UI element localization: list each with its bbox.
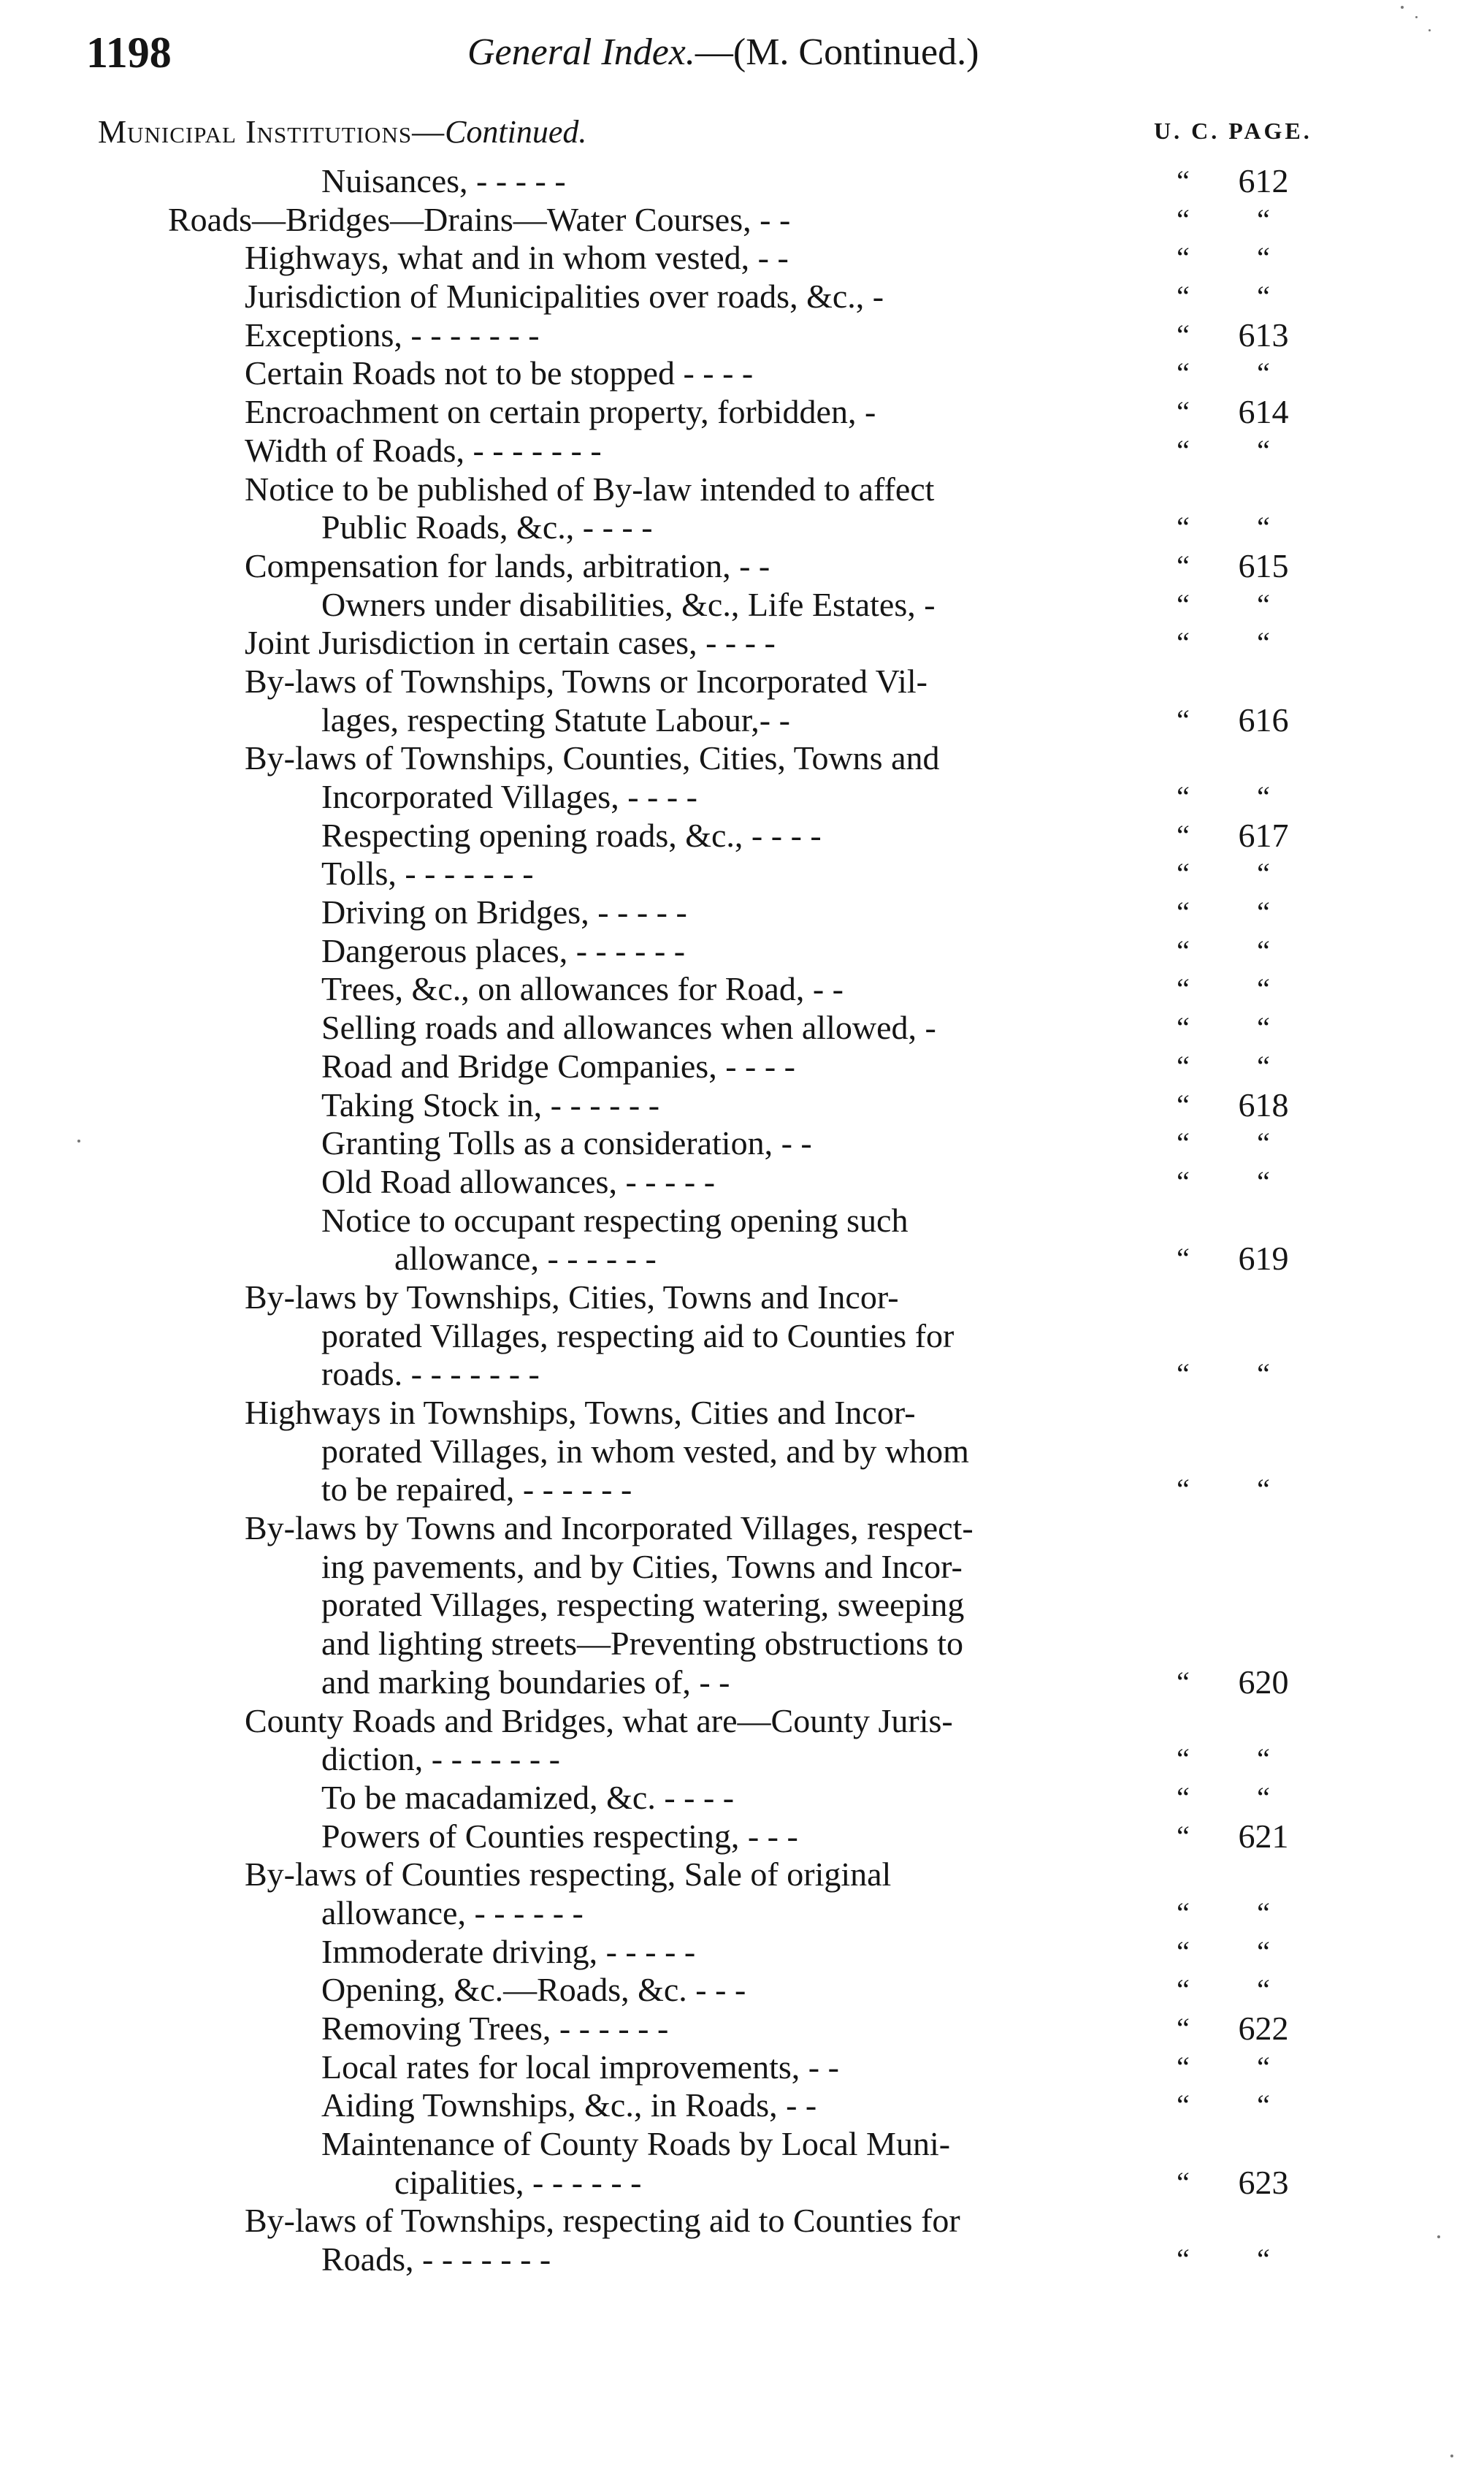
entry-uc-ditto: “	[1177, 626, 1190, 660]
entry-text: To be macadamized, &c. - - - -	[321, 1778, 735, 1816]
index-entry	[0, 701, 1484, 740]
entry-text: By-laws by Towns and Incorporated Villages, respect-	[245, 1509, 974, 1547]
index-entry	[0, 1740, 1484, 1779]
entry-uc-ditto: “	[1177, 241, 1190, 275]
entry-page: “	[1257, 1164, 1270, 1198]
entry-page: “	[1257, 2243, 1270, 2276]
index-entry	[0, 1124, 1484, 1163]
entry-text: Highways, what and in whom vested, - -	[245, 239, 789, 277]
entry-page: 612	[1238, 162, 1289, 199]
index-entry	[0, 432, 1484, 470]
entry-uc-ditto: “	[1177, 1819, 1190, 1853]
entry-text: porated Villages, respecting watering, sweeping	[321, 1586, 965, 1624]
entry-page: 619	[1238, 1240, 1289, 1278]
entry-page: “	[1257, 1126, 1270, 1160]
entry-text: and lighting streets—Preventing obstructions to	[321, 1625, 964, 1663]
index-entry	[0, 1048, 1484, 1086]
entry-uc-ditto: “	[1177, 395, 1190, 429]
entry-page: 617	[1238, 816, 1289, 854]
entry-text: By-laws of Townships, Towns or Incorporated Vil-	[245, 662, 928, 700]
index-entry	[0, 1855, 1484, 1894]
entry-uc-ditto: “	[1177, 1896, 1190, 1929]
paper-speck	[1401, 6, 1404, 9]
entry-text: Respecting opening roads, &c., - - - -	[321, 816, 822, 854]
index-entry	[0, 547, 1484, 586]
entry-text: County Roads and Bridges, what are—County Juris-	[245, 1701, 953, 1739]
entry-text: Public Roads, &c., - - - -	[321, 508, 653, 546]
entry-uc-ditto: “	[1177, 703, 1190, 736]
entry-text: Driving on Bridges, - - - - -	[321, 893, 687, 931]
entry-text: porated Villages, in whom vested, and by whom	[321, 1432, 969, 1470]
entry-page: “	[1257, 626, 1270, 660]
index-entry	[0, 1625, 1484, 1663]
page-header	[0, 28, 1484, 86]
index-entry	[0, 1471, 1484, 1509]
entry-text: ing pavements, and by Cities, Towns and Incor-	[321, 1547, 963, 1585]
entry-uc-ditto: “	[1177, 1934, 1190, 1968]
entry-page: 623	[1238, 2163, 1289, 2201]
entry-text: Local rates for local improvements, - -	[321, 2048, 839, 2086]
index-entry	[0, 1355, 1484, 1394]
entry-text: cipalities, - - - - - -	[394, 2163, 642, 2201]
entry-text: to be repaired, - - - - - -	[321, 1471, 632, 1509]
entry-text: Notice to be published of By-law intended to affect	[245, 470, 935, 508]
index-entry	[0, 663, 1484, 701]
entry-text: Trees, &c., on allowances for Road, - -	[321, 970, 844, 1008]
index-entry	[0, 2202, 1484, 2240]
running-head	[467, 31, 979, 74]
entry-uc-ditto: “	[1177, 934, 1190, 967]
index-entry	[0, 2048, 1484, 2087]
index-entry	[0, 1086, 1484, 1125]
entry-page: 622	[1238, 2010, 1289, 2047]
entry-uc-ditto: “	[1177, 1011, 1190, 1045]
entry-page: “	[1257, 1357, 1270, 1391]
entry-uc-ditto: “	[1177, 2050, 1190, 2083]
entry-page: 621	[1238, 1817, 1289, 1855]
entry-text: lages, respecting Statute Labour,- -	[321, 701, 790, 739]
entry-text: Roads—Bridges—Drains—Water Courses, - -	[168, 200, 791, 238]
index-entry	[0, 201, 1484, 240]
entry-text: Maintenance of County Roads by Local Muni-	[321, 2125, 951, 2163]
index-entry	[0, 239, 1484, 278]
entry-page: “	[1257, 356, 1270, 390]
entry-text: Incorporated Villages, - - - -	[321, 778, 697, 815]
entry-text: Powers of Counties respecting, - - -	[321, 1817, 798, 1855]
entry-text: Nuisances, - - - - -	[321, 162, 566, 199]
entry-page: “	[1257, 587, 1270, 621]
paper-speck	[1428, 29, 1431, 31]
entry-text: porated Villages, respecting aid to Counties for	[321, 1316, 955, 1354]
section-heading-row	[0, 113, 1484, 160]
index-entry	[0, 1818, 1484, 1856]
index-entry	[0, 354, 1484, 393]
entry-uc-ditto: “	[1177, 356, 1190, 390]
entry-text: Highways in Townships, Towns, Cities and Incor-	[245, 1394, 916, 1431]
entry-text: Notice to occupant respecting opening such	[321, 1201, 909, 1239]
index-entry	[0, 1433, 1484, 1471]
entry-text: diction, - - - - - - -	[321, 1740, 560, 1778]
entry-page: “	[1257, 1473, 1270, 1506]
entry-page: “	[1257, 1049, 1270, 1083]
entry-uc-ditto: “	[1177, 2165, 1190, 2199]
entry-text: Joint Jurisdiction in certain cases, - - - -	[245, 624, 776, 662]
index-entry	[0, 2164, 1484, 2202]
entry-page: “	[1257, 511, 1270, 544]
index-entry	[0, 1009, 1484, 1048]
entry-page: “	[1257, 2050, 1270, 2083]
entry-text: Roads, - - - - - - -	[321, 2240, 551, 2278]
entry-uc-ditto: “	[1177, 972, 1190, 1006]
entry-page: 615	[1238, 546, 1289, 584]
section-title-main: Municipal Institutions—	[98, 114, 445, 150]
index-entry	[0, 1317, 1484, 1356]
index-entry	[0, 1548, 1484, 1587]
index-entry	[0, 393, 1484, 432]
entry-uc-ditto: “	[1177, 818, 1190, 852]
entry-uc-ditto: “	[1177, 2089, 1190, 2122]
entry-text: roads. - - - - - - -	[321, 1355, 540, 1393]
entry-uc-ditto: “	[1177, 1164, 1190, 1198]
index-entry	[0, 932, 1484, 971]
index-entry	[0, 817, 1484, 855]
entry-text: Immoderate driving, - - - - -	[321, 1932, 696, 1970]
entry-page: “	[1257, 934, 1270, 967]
entry-page: “	[1257, 241, 1270, 275]
entry-uc-ditto: “	[1177, 1357, 1190, 1391]
index-entry	[0, 1894, 1484, 1933]
entry-page: “	[1257, 972, 1270, 1006]
entry-text: By-laws of Townships, Counties, Cities, Towns and	[245, 739, 940, 777]
entry-page: 618	[1238, 1086, 1289, 1124]
entry-uc-ditto: “	[1177, 1780, 1190, 1814]
entry-uc-ditto: “	[1177, 1049, 1190, 1083]
entry-uc-ditto: “	[1177, 896, 1190, 929]
entry-page: “	[1257, 1896, 1270, 1929]
index-entry	[0, 1933, 1484, 1972]
entry-page: “	[1257, 1934, 1270, 1968]
index-entry	[0, 1509, 1484, 1548]
entry-page: “	[1257, 896, 1270, 929]
entry-uc-ditto: “	[1177, 1242, 1190, 1275]
entry-uc-ditto: “	[1177, 1973, 1190, 2007]
entry-page: “	[1257, 1742, 1270, 1776]
entry-uc-ditto: “	[1177, 1742, 1190, 1776]
entry-page: 616	[1238, 701, 1289, 739]
section-title-continued: Continued.	[445, 114, 587, 150]
index-entry	[0, 2240, 1484, 2279]
entry-text: By-laws of Townships, respecting aid to Counties for	[245, 2202, 960, 2240]
entry-page: 613	[1238, 316, 1289, 354]
entry-text: Owners under disabilities, &c., Life Estates, -	[321, 585, 936, 623]
paper-speck	[1450, 2455, 1453, 2457]
entry-text: Road and Bridge Companies, - - - -	[321, 1047, 795, 1085]
index-entry	[0, 1779, 1484, 1818]
index-entry	[0, 316, 1484, 355]
entry-page: “	[1257, 433, 1270, 467]
entry-uc-ditto: “	[1177, 549, 1190, 582]
index-entry	[0, 1971, 1484, 2010]
entry-text: Granting Tolls as a consideration, - -	[321, 1124, 812, 1162]
entry-page: “	[1257, 280, 1270, 313]
entry-uc-ditto: “	[1177, 164, 1190, 197]
entry-uc-ditto: “	[1177, 857, 1190, 890]
entry-page: “	[1257, 1973, 1270, 2007]
entry-uc-ditto: “	[1177, 587, 1190, 621]
entry-text: Aiding Townships, &c., in Roads, - -	[321, 2086, 817, 2124]
entry-uc-ditto: “	[1177, 280, 1190, 313]
entry-text: Opening, &c.—Roads, &c. - - -	[321, 1971, 746, 2009]
entry-text: Old Road allowances, - - - - -	[321, 1162, 716, 1200]
entry-uc-ditto: “	[1177, 1665, 1190, 1698]
entry-text: and marking boundaries of, - -	[321, 1663, 730, 1701]
index-entry	[0, 586, 1484, 625]
entry-uc-ditto: “	[1177, 1473, 1190, 1506]
index-entry	[0, 855, 1484, 893]
entry-text: allowance, - - - - - -	[394, 1240, 657, 1278]
index-entry	[0, 2086, 1484, 2125]
entry-uc-ditto: “	[1177, 2012, 1190, 2045]
entry-text: Certain Roads not to be stopped - - - -	[245, 354, 754, 392]
index-entry	[0, 508, 1484, 547]
entry-text: Removing Trees, - - - - - -	[321, 2010, 669, 2047]
entry-text: By-laws by Townships, Cities, Towns and Incor-	[245, 1278, 899, 1316]
index-entry	[0, 470, 1484, 509]
column-heading: U. C. PAGE.	[1154, 118, 1312, 144]
entry-page: “	[1257, 780, 1270, 813]
paper-speck	[1415, 16, 1418, 18]
entry-uc-ditto: “	[1177, 1088, 1190, 1121]
entry-text: Taking Stock in, - - - - - -	[321, 1086, 660, 1124]
entry-text: Width of Roads, - - - - - - -	[245, 431, 602, 469]
entry-text: Tolls, - - - - - - -	[321, 855, 534, 893]
index-entry	[0, 893, 1484, 932]
index-entry	[0, 162, 1484, 201]
index-entry	[0, 278, 1484, 316]
index-entry	[0, 1394, 1484, 1433]
index-entries	[0, 162, 1484, 2279]
entry-page: “	[1257, 1011, 1270, 1045]
section-title	[98, 113, 586, 150]
index-entry	[0, 1202, 1484, 1240]
index-entry	[0, 1163, 1484, 1202]
index-entry	[0, 1240, 1484, 1278]
page-number: 1198	[86, 28, 172, 77]
entry-text: Exceptions, - - - - - - -	[245, 316, 540, 354]
entry-page: “	[1257, 1780, 1270, 1814]
index-entry	[0, 970, 1484, 1009]
index-entry	[0, 1278, 1484, 1317]
entry-page: 620	[1238, 1663, 1289, 1701]
entry-uc-ditto: “	[1177, 511, 1190, 544]
entry-text: Compensation for lands, arbitration, - -	[245, 546, 770, 584]
entry-text: By-laws of Counties respecting, Sale of original	[245, 1855, 892, 1893]
running-head-title: General Index.	[467, 31, 695, 73]
entry-text: Encroachment on certain property, forbidden, -	[245, 393, 876, 431]
index-entry	[0, 1586, 1484, 1625]
index-entry	[0, 2125, 1484, 2164]
entry-text: Jurisdiction of Municipalities over roads, &c., -	[245, 278, 884, 316]
index-entry	[0, 1663, 1484, 1702]
entry-uc-ditto: “	[1177, 780, 1190, 813]
entry-text: Selling roads and allowances when allowed, -	[321, 1009, 936, 1047]
entry-text: allowance, - - - - - -	[321, 1893, 584, 1931]
index-entry	[0, 1702, 1484, 1741]
entry-uc-ditto: “	[1177, 202, 1190, 236]
entry-page: “	[1257, 202, 1270, 236]
entry-page: 614	[1238, 393, 1289, 431]
entry-uc-ditto: “	[1177, 1126, 1190, 1160]
entry-uc-ditto: “	[1177, 2243, 1190, 2276]
entry-text: Dangerous places, - - - - - -	[321, 931, 686, 969]
index-entry	[0, 2010, 1484, 2048]
entry-page: “	[1257, 2089, 1270, 2122]
entry-page: “	[1257, 857, 1270, 890]
index-entry	[0, 624, 1484, 663]
paper-speck	[1437, 2235, 1440, 2238]
entry-uc-ditto: “	[1177, 318, 1190, 351]
index-entry	[0, 778, 1484, 817]
paper-speck	[77, 1140, 80, 1143]
entry-uc-ditto: “	[1177, 433, 1190, 467]
running-head-subtitle: —(M. Continued.)	[695, 31, 979, 73]
index-entry	[0, 739, 1484, 778]
